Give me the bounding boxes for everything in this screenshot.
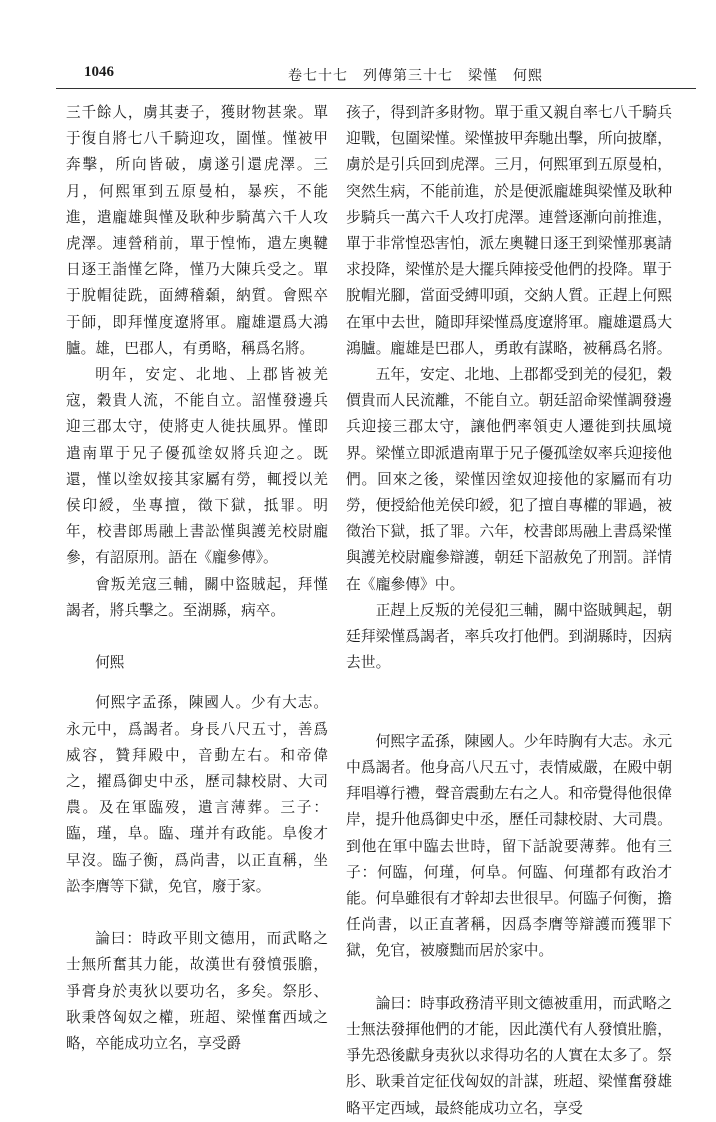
translation-text-column (346, 100, 672, 1117)
classical-paragraph: 三千餘人，虜其妻子，獲財物甚衆。單于復自將七八千騎迎攻，圍慬。慬被甲奔擊，所向皆破，虜遂引還虎澤。三月，何熙軍到五原曼柏，暴疾，不能進，遣龐雄與慬及耿种步騎萬六千人攻虎澤。連營稍前，單于惶怖，遣左奧鞬日逐王詣慬乞降，慬乃大陳兵受之。單于脫帽徒跣，面縛稽顙，納質。會熙卒于師，即拜慬度遼將軍。龐雄還爲大鴻臚。雄，巴郡人，有勇略，稱爲名將。 (66, 104, 328, 357)
page-number: 1046 (84, 64, 114, 80)
page-header (56, 58, 696, 89)
translation-paragraph: 孩子，得到許多財物。單于重又親自率七八千騎兵迎戰，包圍梁慬。梁慬披甲奔馳出擊，所向披靡，虜於是引兵回到虎澤。三月，何熙軍到五原曼柏，突然生病，不能前進，於是便派龐雄與梁慬及耿种步騎兵一萬六千人攻打虎澤。連營逐漸向前推進，單于非常惶恐害怕，派左奧鞬日逐王到梁慬那裏請求投降，梁慬於是大擺兵陣接受他們的投降。單于脫帽光腳，當面受縛叩頭，交納人質。正趕上何熙在軍中去世，隨即拜梁慬爲度遼將軍。龐雄還爲大鴻臚。龐雄是巴郡人，勇敢有謀略，被稱爲名將。 (346, 104, 672, 357)
classical-paragraph: 何熙字孟孫，陳國人。少有大志。永元中，爲謁者。身長八尺五寸，善爲威容，贊拜殿中，音動左右。和帝偉之，擢爲御史中丞，歷司隸校尉、大司農。及在軍臨歿，遺言薄葬。三子：臨，瑾，阜。臨、瑾并有政能。阜俊才早沒。臨子衡，爲尚書，以正直稱，坐訟李膺等下獄，免官，廢于家。 (66, 694, 328, 895)
classical-paragraph: 論曰：時政平則文德用，而武略之士無所奮其力能，故漢世有發憤張膽，爭膏身於夷狄以要功名，多矣。祭肜、耿秉啓匈奴之權，班超、梁慬奮西域之略，卒能成功立名，享受爵 (66, 930, 328, 1053)
section-heading: 何熙 (95, 654, 125, 672)
translation-paragraph: 論曰：時事政務清平則文德被重用，而武略之士無法發揮他們的才能，因此漢代有人發憤壯膽，爭先恐後獻身夷狄以求得功名的人實在太多了。祭肜、耿秉首定征伐匈奴的計謀，班超、梁慬奮發雄略平定西域，最終能成功立名，享受 (346, 994, 672, 1117)
translation-paragraph: 正趕上反叛的羌侵犯三輔，關中盜賊興起，朝廷拜梁慬爲謁者，率兵攻打他們。到湖縣時，因病去世。 (346, 601, 672, 672)
running-head: 卷七十七 列傳第三十七 梁慬 何熙 (288, 68, 543, 84)
translation-paragraph: 何熙字孟孫，陳國人。少年時胸有大志。永元中爲謁者。他身高八尺五寸，表情威嚴，在殿中朝拜唱導行禮，聲音震動左右之人。和帝覺得他很偉岸，提升他爲御史中丞，歷任司隸校尉、大司農。到他在軍中臨去世時，留下話說要薄葬。他有三子：何臨，何瑾，何阜。何臨、何瑾都有政治才能。何阜雖很有才幹却去世很早。何臨子何衡，擔任尚書，以正直著稱，因爲李膺等辯護而獲罪下獄，免官，被廢黜而居於家中。 (346, 732, 672, 960)
classical-paragraph: 會叛羌寇三輔，關中盜賊起，拜慬謁者，將兵擊之。至湖縣，病卒。 (66, 575, 328, 619)
translation-paragraph: 五年，安定、北地、上郡都受到羌的侵犯，穀價貴而人民流離，不能自立。朝廷詔命梁慬調發邊兵迎接三郡太守，讓他們率領吏人遷徙到扶風境界。梁慬立即派遣南單于兄子優孤塗奴率兵迎接他們。回來之後，梁慬因塗奴迎接他的家屬而有功勞，便授給他羌侯印綬，犯了擅自專權的罪過，被徵治下獄，抵了罪。六年，校書郎馬融上書爲梁慬與護羌校尉龐參辯護，朝廷下詔赦免了刑罰。詳情在《龐參傳》中。 (346, 366, 672, 593)
classical-text-column (66, 100, 328, 1053)
classical-paragraph: 明年，安定、北地、上郡皆被羌寇，穀貴人流，不能自立。詔慬發邊兵迎三郡太守，使將吏人徙扶風界。慬即遣南單于兄子優孤塗奴將兵迎之。既還，慬以塗奴接其家屬有勞，輒授以羌侯印綬，坐專擅，徵下獄，抵罪。明年，校書郎馬融上書訟慬與護羌校尉龐參，有詔原刑。語在《龐參傳》。 (66, 366, 328, 567)
